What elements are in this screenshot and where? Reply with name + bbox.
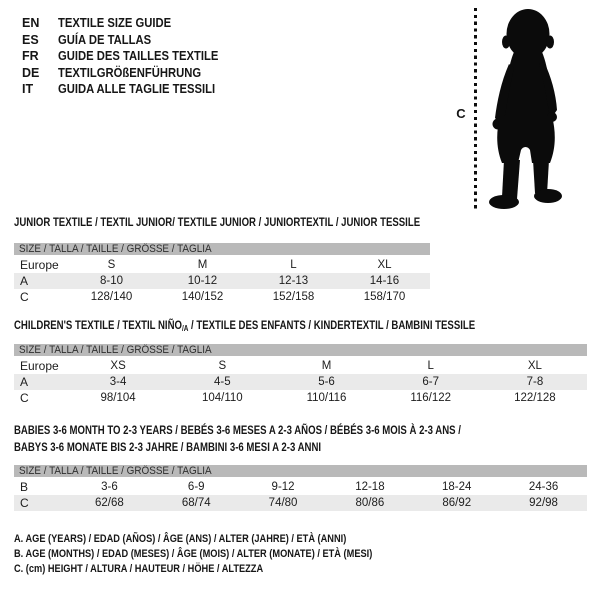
- age-cell: 3-6: [101, 481, 118, 493]
- row-label: A: [20, 274, 29, 288]
- row-label: A: [20, 375, 29, 389]
- size-col-header: L: [290, 259, 297, 271]
- size-col-header: S: [107, 259, 116, 271]
- age-cell: 9-12: [271, 481, 295, 493]
- age-cell: 3-4: [109, 376, 127, 388]
- height-cell: 86/92: [442, 497, 472, 509]
- junior-size-table: [14, 243, 430, 305]
- size-header-bar: SIZE / TALLA / TAILLE / GRÖSSE / TAGLIA: [14, 243, 430, 255]
- size-col-header: S: [218, 360, 227, 372]
- row-label: C: [20, 496, 29, 510]
- height-cell: 74/80: [268, 497, 298, 509]
- age-years-row: [14, 374, 587, 390]
- height-cell: 98/104: [100, 392, 136, 404]
- height-cm-row: [14, 390, 587, 406]
- height-cell: 62/68: [95, 497, 124, 509]
- footnote: A. AGE (YEARS) / EDAD (AÑOS) / ÂGE (ANS) / ALTER (JAHRE) / ETÀ (ANNI): [14, 533, 347, 545]
- row-label: C: [20, 391, 29, 405]
- language-row: [22, 15, 236, 32]
- footnote: C. (cm) HEIGHT / ALTURA / HAUTEUR / HÖHE / ALTEZZA: [14, 563, 264, 575]
- size-col-header: XL: [527, 360, 542, 372]
- row-label: C: [20, 290, 29, 304]
- title-subscript: /A: [181, 324, 189, 333]
- baby-silhouette-icon: [486, 6, 568, 212]
- language-code: FR: [22, 49, 39, 64]
- age-cell: 18-24: [442, 481, 472, 493]
- age-cell: 8-10: [99, 275, 124, 287]
- height-cell: 140/152: [181, 291, 224, 303]
- language-title: TEXTILE SIZE GUIDE: [58, 16, 172, 31]
- height-cell: 116/122: [410, 392, 452, 404]
- legend-footnotes: [14, 533, 441, 578]
- size-col-header: XL: [377, 259, 392, 271]
- language-title: GUÍA DE TALLAS: [58, 32, 152, 47]
- size-columns-row: [14, 257, 430, 273]
- language-row: [22, 32, 236, 49]
- height-cell: 110/116: [306, 392, 347, 404]
- size-header-bar: SIZE / TALLA / TAILLE / GRÖSSE / TAGLIA: [14, 344, 587, 356]
- language-row: [22, 65, 236, 82]
- height-cell: 68/74: [181, 497, 211, 509]
- age-cell: 14-16: [369, 275, 400, 287]
- babies-section-title: BABIES 3-6 MONTH TO 2-3 YEARS / BEBÉS 3-6 MESES A 2-3 AÑOS / BÉBÉS 3-6 MOIS À 2-3 ANS / BABYS 3-6 MONATE BIS 2-3 JAHRE / BAMBINI 3-6 MESI A 2-3 ANNI: [14, 423, 461, 454]
- row-label: B: [20, 480, 29, 494]
- height-cm-row: [14, 289, 430, 305]
- region-label: Europe: [20, 258, 59, 272]
- language-code: ES: [22, 32, 39, 47]
- language-code: IT: [22, 82, 34, 97]
- size-col-header: XS: [110, 360, 126, 372]
- height-marker-label: C: [456, 106, 466, 121]
- language-code: EN: [22, 16, 40, 31]
- footnote: B. AGE (MONTHS) / EDAD (MESES) / ÂGE (MOIS) / ALTER (MONATE) / ETÀ (MESI): [14, 548, 373, 560]
- height-cell: 104/110: [201, 392, 243, 404]
- age-cell: 4-5: [213, 376, 231, 388]
- language-code: DE: [22, 65, 40, 80]
- babies-size-table: [14, 465, 587, 511]
- size-col-header: L: [427, 360, 434, 372]
- age-years-row: [14, 273, 430, 289]
- height-cell: 128/140: [90, 291, 133, 303]
- size-col-header: M: [197, 259, 208, 271]
- language-list: [22, 15, 236, 98]
- age-cell: 12-18: [355, 481, 385, 493]
- age-cell: 6-9: [187, 481, 205, 493]
- junior-section-title: JUNIOR TEXTILE / TEXTIL JUNIOR/ TEXTILE JUNIOR / JUNIORTEXTIL / JUNIOR TESSILE: [14, 215, 421, 229]
- size-columns-row: [14, 358, 587, 374]
- language-title: TEXTILGRÖßENFÜHRUNG: [58, 65, 202, 80]
- children-size-table: [14, 344, 587, 406]
- children-section-title: CHILDREN'S TEXTILE / TEXTIL $NIÑO_{/A}$ / TEXTILE DES ENFANTS / KINDERTEXTIL / BAMBINI TESSILE: [14, 318, 476, 333]
- language-row: [22, 81, 236, 98]
- region-label: Europe: [20, 359, 59, 373]
- age-cell: 10-12: [187, 275, 218, 287]
- size-col-header: M: [321, 360, 332, 372]
- language-title: GUIDE DES TAILLES TEXTILE: [58, 49, 219, 64]
- size-header-bar: SIZE / TALLA / TAILLE / GRÖSSE / TAGLIA: [14, 465, 587, 477]
- age-cell: 6-7: [422, 376, 440, 388]
- height-cell: 152/158: [272, 291, 315, 303]
- age-cell: 7-8: [526, 376, 544, 388]
- language-row: [22, 48, 236, 65]
- height-cell: 158/170: [363, 291, 406, 303]
- age-cell: 5-6: [318, 376, 335, 388]
- height-cm-row: [14, 495, 587, 511]
- age-cell: 24-36: [528, 481, 559, 493]
- age-months-row: [14, 479, 587, 495]
- height-cell: 122/128: [514, 392, 556, 404]
- age-cell: 12-13: [278, 275, 309, 287]
- height-cell: 80/86: [355, 497, 385, 509]
- height-measure-dotted-line: [474, 8, 477, 210]
- language-title: GUIDA ALLE TAGLIE TESSILI: [58, 82, 216, 97]
- height-cell: 92/98: [529, 497, 558, 509]
